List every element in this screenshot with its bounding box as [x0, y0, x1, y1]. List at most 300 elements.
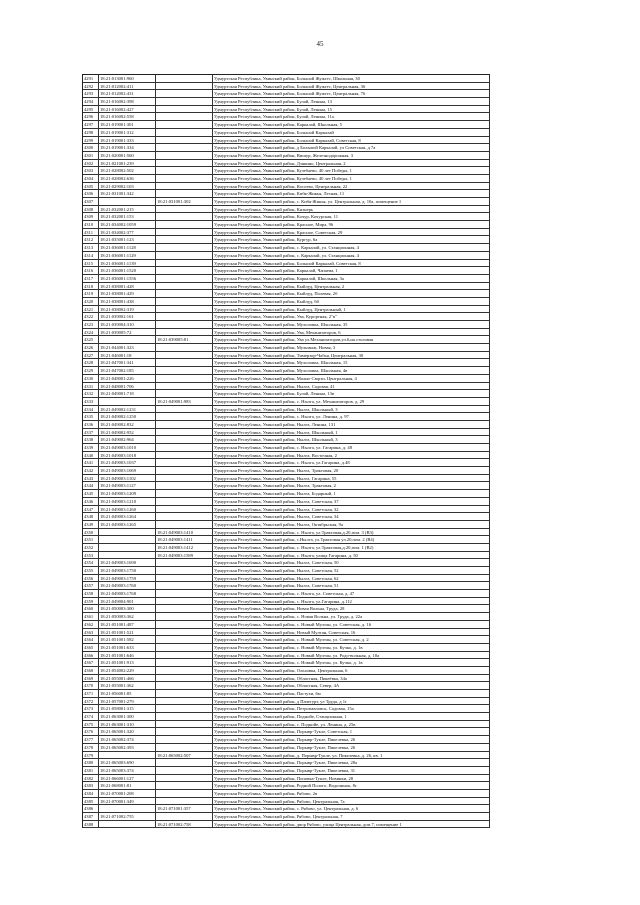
address-cell: Удмуртская Республика, Увинский район, Нылга, Советская, 34 [213, 513, 490, 520]
address-cell: Удмуртская Республика, Увинский район, с. Новая Вольна, ул. Труда, д. 22а [213, 613, 490, 620]
row-number-cell: 4307 [83, 198, 99, 205]
row-number-cell: 4317 [83, 275, 99, 282]
table-row [83, 667, 490, 675]
premises-number-cell: 18:21:071002:758 [156, 821, 213, 828]
row-number-cell: 4321 [83, 306, 99, 313]
premises-number-cell [156, 513, 213, 520]
premises-number-cell [156, 629, 213, 636]
table-row [83, 129, 490, 137]
table-row [83, 798, 490, 806]
row-number-cell: 4311 [83, 229, 99, 236]
address-cell: Удмуртская Республика, Увинский район, Порывр-Тукле, Пикелевка, 31 [213, 767, 490, 774]
address-cell: Удмуртская Республика, Увинский район, с. Новый Мултан, ул. Кучко, д. 1в [213, 659, 490, 666]
table-row [83, 582, 490, 590]
address-cell: Удмуртская Республика, Увинский район, с. Каркалай, ул. Станционная, 4 [213, 252, 490, 259]
cadastral-number-cell: 18:21:071002:755 [99, 813, 156, 820]
table-row [83, 629, 490, 637]
cadastral-number-cell: 18:21:039005:72 [99, 329, 156, 336]
row-number-cell: 4299 [83, 137, 99, 144]
table-row [83, 421, 490, 429]
row-number-cell: 4302 [83, 160, 99, 167]
address-cell: Удмуртская Республика, Увинский район, Нылга, Советская, 37 [213, 498, 490, 505]
cadastral-number-cell [99, 336, 156, 343]
premises-number-cell [156, 713, 213, 720]
cadastral-number-cell: 18:21:050003:300 [99, 605, 156, 612]
row-number-cell: 4308 [83, 206, 99, 213]
cadastral-number-cell: 18:21:050003:362 [99, 613, 156, 620]
row-number-cell: 4294 [83, 98, 99, 105]
premises-number-cell: 18:21:065002:507 [156, 752, 213, 759]
table-row [83, 482, 490, 490]
page-number: 45 [316, 40, 324, 48]
row-number-cell: 4363 [83, 629, 99, 636]
premises-number-cell [156, 667, 213, 674]
table-row [83, 698, 490, 706]
row-number-cell: 4300 [83, 144, 99, 151]
address-cell: Удмуртская Республика, Увинский район, Кузебаево, 40 лет Победы, 1 [213, 175, 490, 182]
address-cell: Удмуртская Республика, Увинский район, Ува ул.Механизаторов,ул.6,на.столовая [213, 336, 490, 343]
cadastral-number-cell: 18:21:049003:1759 [99, 575, 156, 582]
table-row [83, 529, 490, 537]
row-number-cell: 4367 [83, 659, 99, 666]
cadastral-number-cell: 18:21:047002:185 [99, 367, 156, 374]
address-cell: Удмуртская Республика, Увинский район, Большой Жужгес, Центральная, 76 [213, 90, 490, 97]
table-row [83, 336, 490, 344]
table-row [83, 659, 490, 667]
premises-number-cell [156, 459, 213, 466]
address-cell: Удмуртская Республика, Увинский район, Мухоловка, Школьная, 4в [213, 367, 490, 374]
table-row [83, 790, 490, 798]
premises-number-cell [156, 482, 213, 489]
premises-number-cell [156, 236, 213, 243]
table-row [83, 137, 490, 145]
cadastral-number-cell: 18:21:049002:1231 [99, 406, 156, 413]
premises-number-cell [156, 782, 213, 789]
address-cell: Удмуртская Республика, Увинский район, Порывр-Тукле, Советская, 1 [213, 728, 490, 735]
cadastral-number-cell: 18:21:055001:362 [99, 682, 156, 689]
row-number-cell: 4296 [83, 113, 99, 120]
table-row [83, 429, 490, 437]
row-number-cell: 4377 [83, 736, 99, 743]
address-cell: Удмуртская Республика, Увинский район, с. Нылга, ул. Советская, д. 47 [213, 590, 490, 597]
address-cell: Удмуртская Республика, Увинский район, Нылга, Октябрьская, 9а [213, 521, 490, 528]
table-row [83, 444, 490, 452]
cadastral-number-cell: 18:21:063001:310 [99, 721, 156, 728]
table-row [83, 736, 490, 744]
row-number-cell: 4349 [83, 521, 99, 528]
row-number-cell: 4373 [83, 705, 99, 712]
cadastral-number-cell: 18:21:049002:1250 [99, 413, 156, 420]
row-number-cell: 4346 [83, 498, 99, 505]
cadastral-number-cell: 18:21:038001:438 [99, 298, 156, 305]
address-cell: Удмуртская Республика, Увинский район, Большой Жужгес, Школьная, 30 [213, 75, 490, 82]
address-cell: Удмуртская Республика, Увинский район, Нылга, Школьный, 3 [213, 436, 490, 443]
table-row [83, 459, 490, 467]
table-row [83, 198, 490, 206]
premises-number-cell [156, 375, 213, 382]
row-number-cell: 4325 [83, 336, 99, 343]
premises-number-cell [156, 521, 213, 528]
cadastral-number-cell: 18:21:039004:310 [99, 321, 156, 328]
row-number-cell: 4364 [83, 636, 99, 643]
premises-number-cell [156, 321, 213, 328]
table-row [83, 805, 490, 813]
cadastral-number-cell [99, 536, 156, 543]
cadastral-number-cell: 18:21:038002:319 [99, 306, 156, 313]
address-cell: Удмуртская Республика, Увинский район, Булай, Ленина, 13 [213, 98, 490, 105]
address-cell: Удмуртская Республика, Увинский район, Поповка-Тукле, Новинки, 28 [213, 775, 490, 782]
cadastral-number-cell: 18:21:028002:636 [99, 175, 156, 182]
premises-number-cell [156, 467, 213, 474]
address-cell: Удмуртская Республика, Увинский район, Новый Мултан, Советская, 16 [213, 629, 490, 636]
address-cell: Удмуртская Республика, Увинский район, Пастухи, 6м [213, 690, 490, 697]
row-number-cell: 4323 [83, 321, 99, 328]
premises-number-cell [156, 490, 213, 497]
cadastral-number-cell: 18:21:051001:487 [99, 621, 156, 628]
registry-table [82, 74, 490, 828]
address-cell: Удмуртская Республика, Увинский район, Красное, Советская, 29 [213, 229, 490, 236]
address-cell: Удмуртская Республика, Увинский район, Красное, Мира, 96 [213, 221, 490, 228]
premises-number-cell [156, 559, 213, 566]
row-number-cell: 4314 [83, 252, 99, 259]
row-number-cell: 4324 [83, 329, 99, 336]
table-row [83, 90, 490, 98]
address-cell: Удмуртская Республика, Увинский район, с. Нылга, ул.Трактовая,д.20,пом. 1 (В2) [213, 544, 490, 551]
table-row [83, 559, 490, 567]
cadastral-number-cell: 18:21:065001:320 [99, 728, 156, 735]
row-number-cell: 4312 [83, 236, 99, 243]
cadastral-number-cell: 18:21:049003:1102 [99, 475, 156, 482]
premises-number-cell [156, 390, 213, 397]
cadastral-number-cell: 18:21:070001:208 [99, 790, 156, 797]
address-cell: Удмуртская Республика, Увинский район, Каркалай, Школьная, 3а [213, 275, 490, 282]
address-cell: Удмуртская Республика, Увинский район, с. Нылга, ул. Механизаторов, д. 29 [213, 398, 490, 405]
address-cell: Удмуртская Республика, Увинский район, Нылга, Восточная, 2 [213, 452, 490, 459]
row-number-cell: 4322 [83, 313, 99, 320]
table-row [83, 813, 490, 821]
cadastral-number-cell: 18:21:044001:323 [99, 344, 156, 351]
row-number-cell: 4292 [83, 83, 99, 90]
cadastral-number-cell: 18:21:021001:239 [99, 160, 156, 167]
premises-number-cell [156, 813, 213, 820]
premises-number-cell [156, 605, 213, 612]
cadastral-number-cell: 18:21:063001:300 [99, 713, 156, 720]
row-number-cell: 4362 [83, 621, 99, 628]
cadastral-number-cell: 18:21:038001:429 [99, 290, 156, 297]
row-number-cell: 4334 [83, 406, 99, 413]
address-cell: Удмуртская Республика, Увинский район, Рябово, 2в [213, 790, 490, 797]
cadastral-number-cell: 18:21:065003:374 [99, 767, 156, 774]
address-cell: Удмуртская Республика, Увинский район, Кибя-Жикья, Лесная, 11 [213, 190, 490, 197]
premises-number-cell [156, 152, 213, 159]
premises-number-cell [156, 313, 213, 320]
cadastral-number-cell: 18:21:068001:81 [99, 782, 156, 789]
row-number-cell: 4360 [83, 605, 99, 612]
address-cell: Удмуртская Республика, Увинский район, Порывр-Тукле, Пикелевка, 28а [213, 759, 490, 766]
premises-number-cell [156, 229, 213, 236]
table-row [83, 728, 490, 736]
cadastral-number-cell: 18:21:049003:1018 [99, 452, 156, 459]
table-row [83, 321, 490, 329]
premises-number-cell [156, 444, 213, 451]
table-row [83, 406, 490, 414]
row-number-cell: 4369 [83, 675, 99, 682]
premises-number-cell [156, 90, 213, 97]
row-number-cell: 4318 [83, 283, 99, 290]
table-row [83, 775, 490, 783]
address-cell: Удмуртская Республика, Увинский район, Кыйлуд, 6б [213, 298, 490, 305]
cadastral-number-cell: 18:21:057001:279 [99, 698, 156, 705]
premises-number-cell [156, 790, 213, 797]
table-row [83, 506, 490, 514]
cadastral-number-cell: 18:21:049003:1037 [99, 459, 156, 466]
premises-number-cell [156, 213, 213, 220]
address-cell: Удмуртская Республика, Увинский район, Дзякино, Центральная, 2 [213, 160, 490, 167]
row-number-cell: 4301 [83, 152, 99, 159]
premises-number-cell: 18:21:049003:1411 [156, 536, 213, 543]
cadastral-number-cell: 18:21:058001:315 [99, 705, 156, 712]
table-row [83, 352, 490, 360]
table-row [83, 490, 490, 498]
address-cell: Удмуртская Республика, Увинский район, Нылга, Ленина, 131 [213, 421, 490, 428]
table-row [83, 682, 490, 690]
premises-number-cell [156, 129, 213, 136]
address-cell: Удмуртская Республика, Увинский район, Порывр-Тукле, Пикелевка, 26 [213, 744, 490, 751]
cadastral-number-cell: 18:21:034002:377 [99, 229, 156, 236]
table-row [83, 329, 490, 337]
cadastral-number-cell [99, 544, 156, 551]
row-number-cell: 4343 [83, 475, 99, 482]
address-cell: Удмуртская Республика, Увинский район, с. Нылга, ул.Гагарина, д.112 [213, 598, 490, 605]
premises-number-cell [156, 621, 213, 628]
cadastral-number-cell: 18:21:048001:226 [99, 375, 156, 382]
cadastral-number-cell: 18:21:028002:502 [99, 167, 156, 174]
premises-number-cell [156, 475, 213, 482]
table-row [83, 436, 490, 444]
address-cell: Удмуртская Республика, Увинский район, Рябово, Центральная, 7а [213, 798, 490, 805]
address-cell: Удмуртская Республика, Увинский район, с. Каркалай, ул. Станционная, 4 [213, 244, 490, 251]
table-row [83, 175, 490, 183]
table-row [83, 313, 490, 321]
cadastral-number-cell: 18:21:065002:374 [99, 736, 156, 743]
row-number-cell: 4375 [83, 721, 99, 728]
cadastral-number-cell: 18:21:019001:334 [99, 144, 156, 151]
row-number-cell: 4306 [83, 190, 99, 197]
table-row [83, 98, 490, 106]
address-cell: Удмуртская Республика, Увинский район, Большой Каркалай, Советская, 8 [213, 137, 490, 144]
address-cell: Удмуртская Республика, Увинский район, с. Рябово, ул. Центральная, д. 6 [213, 805, 490, 812]
row-number-cell: 4330 [83, 375, 99, 382]
table-row [83, 467, 490, 475]
premises-number-cell [156, 590, 213, 597]
address-cell: Удмуртская Республика, Увинский район, Каркалай, Школьная, 5 [213, 121, 490, 128]
address-cell: Удмуртская Республика, Увинский район, Кыйлуд, Центральный, 1 [213, 306, 490, 313]
premises-number-cell [156, 721, 213, 728]
cadastral-number-cell: 18:21:049002:952 [99, 429, 156, 436]
table-row [83, 260, 490, 268]
address-cell: Удмуртская Республика, Увинский район, Рябово, Центральная, 7 [213, 813, 490, 820]
address-cell: Удмуртская Республика, Увинский район, д Пачегурт, ул Труда, д 1г [213, 698, 490, 705]
table-row [83, 759, 490, 767]
cadastral-number-cell [99, 821, 156, 828]
row-number-cell: 4293 [83, 90, 99, 97]
table-row [83, 744, 490, 752]
premises-number-cell [156, 329, 213, 336]
row-number-cell: 4366 [83, 652, 99, 659]
table-row [83, 590, 490, 598]
table-row [83, 359, 490, 367]
row-number-cell: 4357 [83, 582, 99, 589]
cadastral-number-cell: 18:21:049003:1265 [99, 521, 156, 528]
address-cell: Удмуртская Республика, Увинский район, Кузебаево, 40 лет Победы, 1 [213, 167, 490, 174]
row-number-cell: 4340 [83, 452, 99, 459]
table-row [83, 398, 490, 406]
row-number-cell: 4291 [83, 75, 99, 82]
row-number-cell: 4303 [83, 167, 99, 174]
cadastral-number-cell: 18:21:049002:832 [99, 421, 156, 428]
premises-number-cell [156, 429, 213, 436]
cadastral-number-cell: 18:21:038001:428 [99, 283, 156, 290]
row-number-cell: 4320 [83, 298, 99, 305]
row-number-cell: 4342 [83, 467, 99, 474]
address-cell: Удмуртская Республика, Увинский район, д. Порывр-Тукле, ул. Пикелевка, д. 26, кв. 1 [213, 752, 490, 759]
table-row [83, 567, 490, 575]
premises-number-cell: 18:21:049001:983 [156, 398, 213, 405]
row-number-cell: 4331 [83, 383, 99, 390]
table-row [83, 513, 490, 521]
cadastral-number-cell: 18:21:049003:1127 [99, 482, 156, 489]
address-cell: Удмуртская Республика, Увинский район, Областная, Пикеёвка, 34а [213, 675, 490, 682]
address-cell: Удмуртская Республика, Увинский район, Нылга, Трактовая, 20 [213, 467, 490, 474]
table-row [83, 475, 490, 483]
table-row [83, 167, 490, 175]
row-number-cell: 4304 [83, 175, 99, 182]
cadastral-number-cell: 18:21:019001:312 [99, 129, 156, 136]
row-number-cell: 4341 [83, 459, 99, 466]
premises-number-cell [156, 575, 213, 582]
address-cell: Удмуртская Республика, Увинский район, Косоево, Центральная, 22 [213, 183, 490, 190]
cadastral-number-cell: 18:21:049003:1260 [99, 506, 156, 513]
address-cell: Удмуртская Республика, Увинский район, двор Рябово, улица Центральная, дом 7, помещение 1 [213, 821, 490, 828]
row-number-cell: 4387 [83, 813, 99, 820]
row-number-cell: 4381 [83, 767, 99, 774]
table-row [83, 152, 490, 160]
table-row [83, 83, 490, 91]
table-row [83, 183, 490, 191]
table-row [83, 221, 490, 229]
cadastral-number-cell [99, 552, 156, 559]
cadastral-number-cell: 18:21:049003:1768 [99, 590, 156, 597]
premises-number-cell [156, 759, 213, 766]
premises-number-cell: 18:21:039005:81 [156, 336, 213, 343]
row-number-cell: 4316 [83, 267, 99, 274]
row-number-cell: 4380 [83, 759, 99, 766]
premises-number-cell [156, 613, 213, 620]
table-row [83, 544, 490, 552]
address-cell: Удмуртская Республика, Увинский район, Булай, Ленина, 15 [213, 106, 490, 113]
table-row [83, 267, 490, 275]
premises-number-cell [156, 436, 213, 443]
premises-number-cell [156, 190, 213, 197]
address-cell: Удмуртская Республика, Увинский район, с.Нылга, ул.Трактовая ул.20,пом. 2 (В4) [213, 536, 490, 543]
premises-number-cell [156, 506, 213, 513]
address-cell: Удмуртская Республика, Увинский район, Поднойе, Станционная, 1 [213, 713, 490, 720]
table-row [83, 383, 490, 391]
table-row [83, 782, 490, 790]
address-cell: Удмуртская Республика, Увинский район, Петропавловск, Садовая, 15а [213, 705, 490, 712]
address-cell: Удмуртская Республика, Увинский район, Нылга, Советская, 32 [213, 506, 490, 513]
premises-number-cell: 18:21:049003:1589 [156, 552, 213, 559]
table-row [83, 367, 490, 375]
address-cell: Удмуртская Республика, Увинский район, Кизнерь [213, 206, 490, 213]
cadastral-number-cell: 18:21:020001:560 [99, 152, 156, 159]
premises-number-cell [156, 244, 213, 251]
address-cell: Удмуртская Республика, Увинский район, Нылга, Советская, 52 [213, 567, 490, 574]
premises-number-cell [156, 183, 213, 190]
row-number-cell: 4371 [83, 690, 99, 697]
row-number-cell: 4333 [83, 398, 99, 405]
premises-number-cell [156, 221, 213, 228]
cadastral-number-cell: 18:21:016002:427 [99, 106, 156, 113]
premises-number-cell [156, 283, 213, 290]
premises-number-cell [156, 744, 213, 751]
row-number-cell: 4374 [83, 713, 99, 720]
address-cell: Удмуртская Республика, Увинский район, Булай, Ленина, 11а [213, 113, 490, 120]
premises-number-cell [156, 767, 213, 774]
premises-number-cell [156, 298, 213, 305]
cadastral-number-cell: 18:21:012002:411 [99, 83, 156, 90]
address-cell: Удмуртская Республика, Увинский район, с. Нылга, улица Гагарина, д. 50 [213, 552, 490, 559]
premises-number-cell [156, 290, 213, 297]
cadastral-number-cell: 18:21:016002:398 [99, 98, 156, 105]
row-number-cell: 4353 [83, 552, 99, 559]
premises-number-cell [156, 498, 213, 505]
cadastral-number-cell [99, 752, 156, 759]
cadastral-number-cell: 18:21:047001:341 [99, 359, 156, 366]
cadastral-number-cell: 18:21:065003:690 [99, 759, 156, 766]
table-row [83, 160, 490, 168]
premises-number-cell [156, 413, 213, 420]
row-number-cell: 4354 [83, 559, 99, 566]
cadastral-number-cell: 18:21:049003:1750 [99, 567, 156, 574]
premises-number-cell [156, 359, 213, 366]
cadastral-number-cell: 18:21:051001:521 [99, 629, 156, 636]
table-row [83, 613, 490, 621]
address-cell: Удмуртская Республика, Увинский район, Нылга, Трактовая, 2 [213, 482, 490, 489]
table-row [83, 75, 490, 83]
address-cell: Удмуртская Республика, Увинский район, Большой Каркалай [213, 129, 490, 136]
premises-number-cell [156, 421, 213, 428]
cadastral-number-cell: 18:21:013001:960 [99, 75, 156, 82]
premises-number-cell: 18:21:049003:1410 [156, 529, 213, 536]
address-cell: Удмуртская Республика, Увинский район, Вишур, Железнодорожная, 3 [213, 152, 490, 159]
premises-number-cell [156, 352, 213, 359]
address-cell: Удмуртская Республика, Увинский район, д Большой Каркалай, ул Советская, д 7а [213, 144, 490, 151]
table-row [83, 605, 490, 613]
premises-number-cell [156, 659, 213, 666]
cadastral-number-cell: 18:21:012002:431 [99, 90, 156, 97]
table-row [83, 106, 490, 114]
row-number-cell: 4309 [83, 213, 99, 220]
row-number-cell: 4361 [83, 613, 99, 620]
premises-number-cell [156, 367, 213, 374]
cadastral-number-cell [99, 805, 156, 812]
table-row [83, 621, 490, 629]
premises-number-cell [156, 175, 213, 182]
premises-number-cell [156, 383, 213, 390]
cadastral-number-cell: 18:21:035001:123 [99, 236, 156, 243]
table-row [83, 375, 490, 383]
